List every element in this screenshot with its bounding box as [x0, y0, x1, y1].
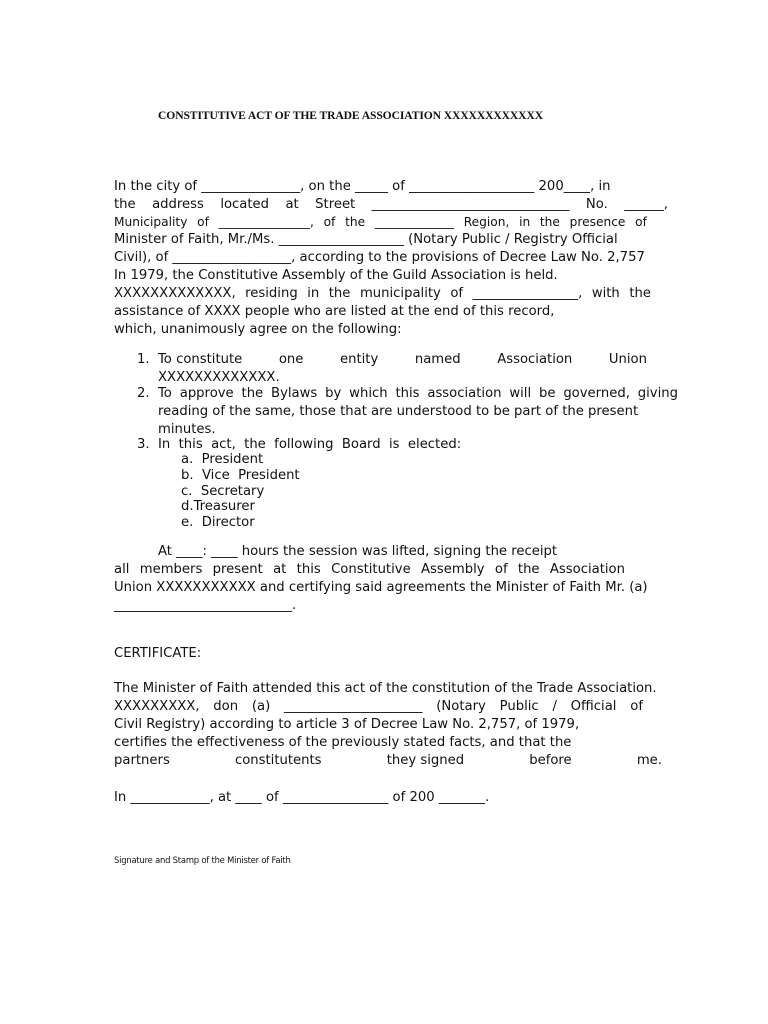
board-item-director: e. Director	[181, 515, 255, 530]
intro-line-3	[114, 213, 647, 231]
word: (Notary	[436, 699, 486, 714]
word: association	[427, 386, 502, 401]
list-item-2-line-2: reading of the same, those that are understood to be part of the present	[158, 404, 639, 419]
word: they signed	[386, 753, 465, 768]
word: Region,	[463, 215, 510, 229]
list-item-1-line-1	[158, 351, 647, 369]
word: Assembly	[421, 562, 485, 577]
word: don	[213, 699, 239, 714]
word: at	[273, 562, 287, 577]
word: To constitute	[158, 352, 243, 367]
certificate-line-1: The Minister of Faith attended this act of the constitution of the Trade Association.	[114, 681, 657, 696]
word: XXXXXXXXXXXXX,	[114, 286, 236, 301]
word: which	[349, 386, 388, 401]
word: Association	[497, 352, 573, 367]
list-number: 2.	[137, 386, 150, 401]
word: located	[220, 197, 270, 212]
word: by	[325, 386, 342, 401]
intro-line-6: In 1979, the Constitutive Assembly of the Guild Association is held.	[114, 268, 558, 283]
session-line-2	[114, 561, 625, 579]
word: named	[414, 352, 461, 367]
word: address	[152, 197, 204, 212]
word: ______,	[624, 197, 668, 212]
board-item-treasurer: d.Treasurer	[181, 499, 255, 514]
word: with	[591, 286, 620, 301]
word: will	[509, 386, 532, 401]
word: To	[158, 386, 172, 401]
list-item-1-line-2: XXXXXXXXXXXXX.	[158, 370, 280, 385]
word: the	[345, 215, 366, 229]
word: be	[538, 386, 556, 401]
word: the	[328, 286, 351, 301]
word: all	[114, 562, 130, 577]
word: presence	[569, 215, 626, 229]
session-line-4: ___________________________.	[114, 598, 297, 613]
word: this	[296, 562, 321, 577]
intro-line-5: Civil), of __________________, according to the provisions of Decree Law No. 2,757	[114, 250, 645, 265]
intro-line-9: which, unanimously agree on the following:	[114, 322, 402, 337]
word: Association	[549, 562, 625, 577]
word: of	[323, 215, 336, 229]
word: residing	[245, 286, 298, 301]
list-number: 1.	[137, 352, 150, 367]
word: of	[494, 562, 508, 577]
word: Municipality	[114, 215, 188, 229]
intro-line-2	[114, 196, 668, 214]
word: /	[552, 699, 557, 714]
word: ______________________________	[371, 197, 570, 212]
intro-line-8: assistance of XXXX people who are listed at the end of this record,	[114, 304, 555, 319]
certificate-line-5	[114, 752, 662, 770]
word: _______________,	[218, 215, 314, 229]
word: XXXXXXXXX,	[114, 699, 200, 714]
word: the	[539, 215, 560, 229]
word: this	[395, 386, 420, 401]
word: Public	[499, 699, 539, 714]
list-item-3-line-1: In this act, the following Board is elected:	[158, 437, 462, 452]
word: Constitutive	[331, 562, 411, 577]
intro-line-7	[114, 285, 651, 303]
certificate-line-2	[114, 698, 643, 716]
session-line-1: At ____: ____ hours the session was lifted, signing the receipt	[158, 544, 558, 559]
document-title: CONSTITUTIVE ACT OF THE TRADE ASSOCIATION XXXXXXXXXXXX	[158, 109, 543, 122]
list-number: 3.	[137, 437, 150, 452]
word: in	[519, 215, 531, 229]
word: governed,	[563, 386, 630, 401]
word: one	[278, 352, 304, 367]
word: Official	[570, 699, 617, 714]
word: present	[212, 562, 263, 577]
word: approve	[179, 386, 234, 401]
word: of	[630, 699, 643, 714]
word: entity	[339, 352, 379, 367]
closing-line: In ____________, at ____ of ________________ of 200 _______.	[114, 790, 490, 805]
word: Bylaws	[271, 386, 318, 401]
word: constitutents	[234, 753, 322, 768]
word: in	[307, 286, 320, 301]
word: the	[517, 562, 540, 577]
word: (a)	[251, 699, 271, 714]
word: the	[629, 286, 651, 301]
board-item-vice-president: b. Vice President	[181, 468, 300, 483]
list-item-2-line-1	[158, 385, 678, 403]
word: giving	[637, 386, 678, 401]
certificate-line-3: Civil Registry) according to article 3 of Decree Law No. 2,757, of 1979,	[114, 717, 580, 732]
word: ________________,	[472, 286, 583, 301]
certificate-heading: CERTIFICATE:	[114, 646, 202, 661]
intro-line-1: In the city of _______________, on the _____ of ___________________ 200____, in	[114, 179, 611, 194]
word: Street	[315, 197, 356, 212]
session-line-3: Union XXXXXXXXXXX and certifying said agreements the Minister of Faith Mr. (a)	[114, 580, 648, 595]
word: _____________________	[284, 699, 423, 714]
word: at	[285, 197, 299, 212]
word: municipality	[359, 286, 441, 301]
word: of	[450, 286, 464, 301]
signature-caption: Signature and Stamp of the Minister of Faith	[114, 855, 291, 865]
word: the	[114, 197, 136, 212]
word: of	[635, 215, 647, 229]
certificate-line-4: certifies the effectiveness of the previously stated facts, and that the	[114, 735, 572, 750]
word: partners	[114, 753, 170, 768]
list-item-2-line-3: minutes.	[158, 422, 216, 437]
word: me.	[636, 753, 662, 768]
word: before	[529, 753, 572, 768]
word: of	[197, 215, 209, 229]
word: _____________	[374, 215, 455, 229]
board-item-secretary: c. Secretary	[181, 484, 265, 499]
word: the	[241, 386, 264, 401]
word: members	[139, 562, 203, 577]
board-item-president: a. President	[181, 452, 264, 467]
word: No.	[585, 197, 608, 212]
word: Union	[608, 352, 647, 367]
intro-line-4: Minister of Faith, Mr./Ms. ___________________ (Notary Public / Registry Official	[114, 232, 618, 247]
